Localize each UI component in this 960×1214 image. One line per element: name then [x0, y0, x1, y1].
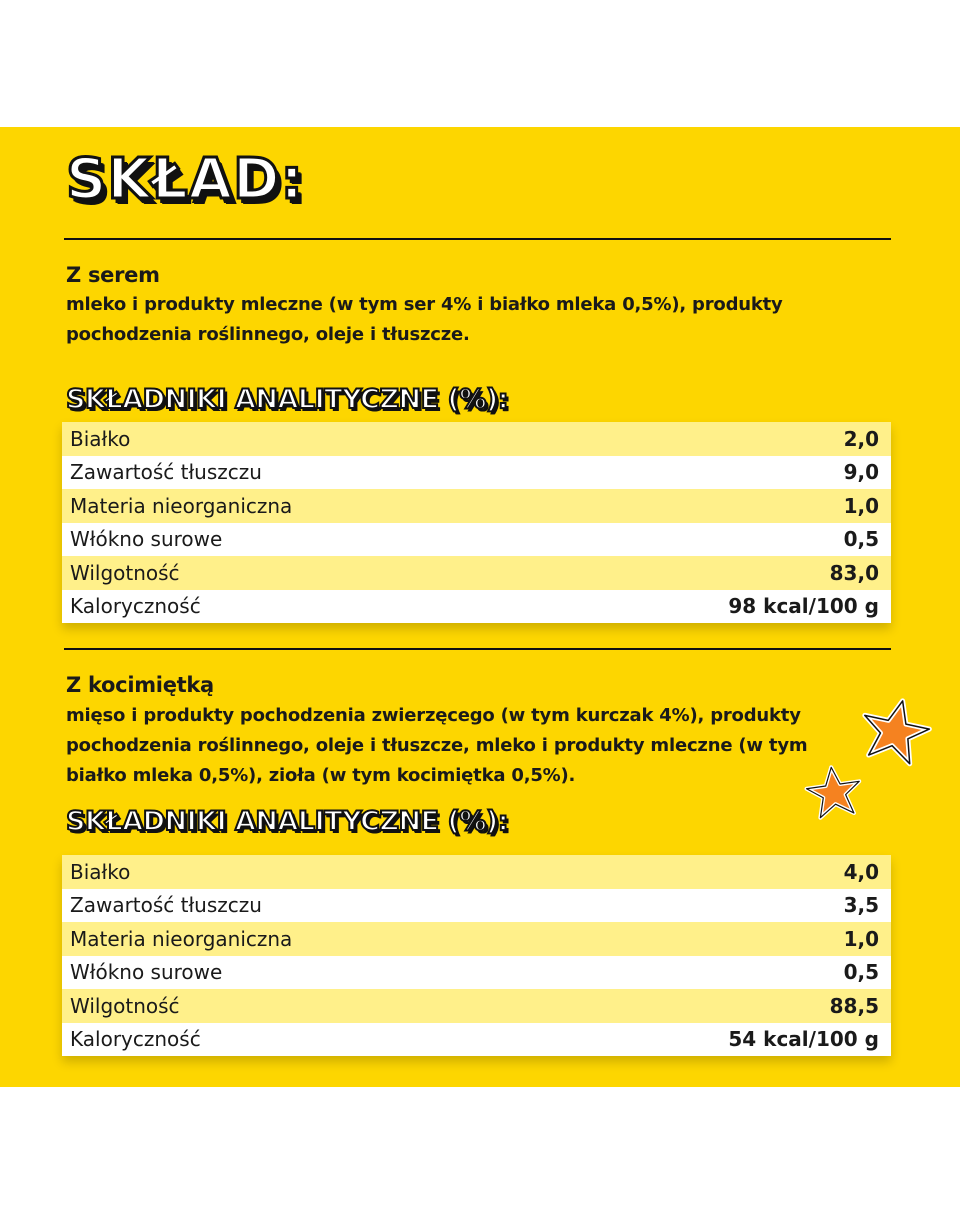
row-label: Materia nieorganiczna: [70, 926, 293, 951]
row-value: 98 kcal/100 g: [728, 594, 879, 619]
row-value: 83,0: [829, 560, 879, 585]
row-label: Włókno surowe: [70, 527, 223, 552]
table-row: [62, 523, 891, 557]
row-value: 54 kcal/100 g: [728, 1027, 879, 1052]
row-label: Kaloryczność: [70, 594, 201, 619]
row-label: Zawartość tłuszczu: [70, 893, 262, 918]
analytic-table-catnip: [62, 855, 891, 1056]
row-label: Białko: [70, 426, 131, 451]
star-icon: [804, 764, 864, 822]
table-row: [62, 956, 891, 990]
divider: [64, 238, 891, 240]
row-label: Materia nieorganiczna: [70, 493, 293, 518]
row-value: 2,0: [843, 426, 879, 451]
table-row: [62, 1023, 891, 1057]
row-value: 3,5: [843, 893, 879, 918]
section-name-catnip: Z kocimiętką: [66, 673, 214, 697]
table-row: [62, 889, 891, 923]
table-row: [62, 422, 891, 456]
table-row: [62, 922, 891, 956]
table-row: [62, 855, 891, 889]
row-value: 1,0: [843, 493, 879, 518]
row-label: Wilgotność: [70, 560, 180, 585]
row-label: Włókno surowe: [70, 960, 223, 985]
table-row: [62, 489, 891, 523]
page-title: SKŁAD:: [66, 147, 304, 212]
star-icon: [858, 696, 932, 768]
row-value: 4,0: [843, 859, 879, 884]
table-row: [62, 456, 891, 490]
row-value: 0,5: [843, 960, 879, 985]
row-label: Kaloryczność: [70, 1027, 201, 1052]
table-row: [62, 556, 891, 590]
row-value: 9,0: [843, 460, 879, 485]
row-value: 1,0: [843, 926, 879, 951]
analytic-heading-cheese: SKŁADNIKI ANALITYCZNE (%):: [66, 384, 509, 415]
section-composition-catnip: mięso i produkty pochodzenia zwierzęcego (w tym kurczak 4%), produkty pochodzenia roślinnego, oleje i tłuszcze, mleko i produkty mleczne (w tym białko mleka 0,5%), zioła (w tym kocimiętka 0,5%).: [66, 705, 808, 786]
row-label: Zawartość tłuszczu: [70, 460, 262, 485]
row-label: Białko: [70, 859, 131, 884]
divider: [64, 648, 891, 650]
section-composition-cheese: mleko i produkty mleczne (w tym ser 4% i białko mleka 0,5%), produkty pochodzenia roślinnego, oleje i tłuszcze.: [66, 294, 783, 345]
row-value: 0,5: [843, 527, 879, 552]
table-row: [62, 590, 891, 624]
table-row: [62, 989, 891, 1023]
section-name-cheese: Z serem: [66, 263, 160, 287]
row-value: 88,5: [829, 993, 879, 1018]
row-label: Wilgotność: [70, 993, 180, 1018]
analytic-heading-catnip: SKŁADNIKI ANALITYCZNE (%):: [66, 806, 509, 837]
analytic-table-cheese: [62, 422, 891, 623]
